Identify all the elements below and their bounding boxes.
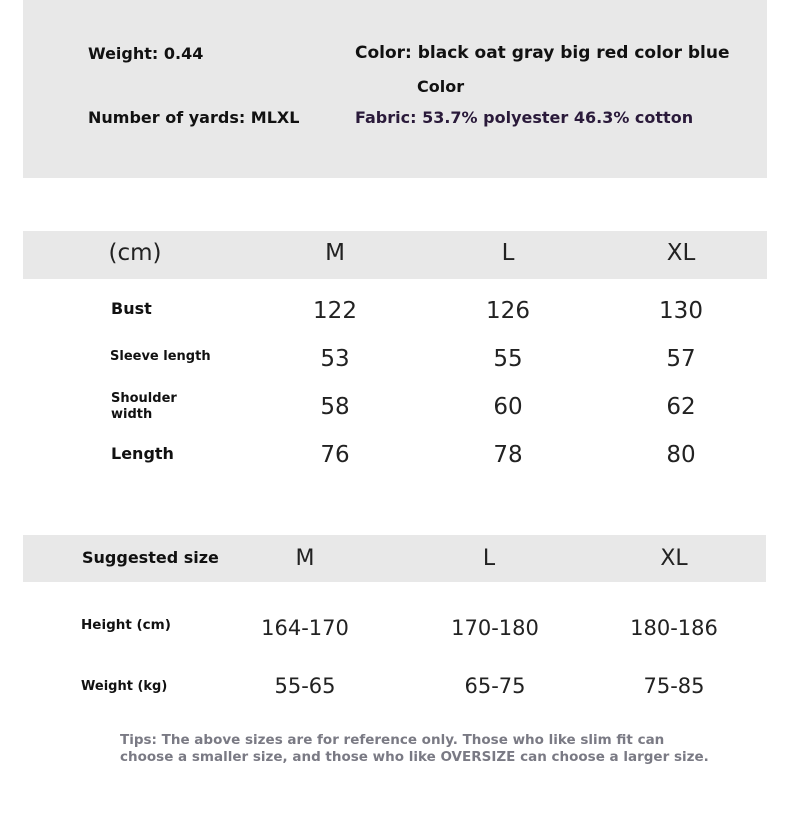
- height-l: 170-180: [451, 616, 539, 640]
- length-l: 78: [493, 442, 523, 468]
- size-chart-header-m: M: [325, 240, 345, 266]
- spec-color: Color: black oat gray big red color blue: [355, 43, 730, 63]
- size-tips: Tips: The above sizes are for reference only. Those who like slim fit can choose a smaller size, and those who like OVERSIZE can choose a larger size.: [120, 732, 709, 765]
- bust-l: 126: [486, 298, 530, 324]
- length-xl: 80: [666, 442, 696, 468]
- height-xl: 180-186: [630, 616, 718, 640]
- weight-l: 65-75: [464, 674, 526, 698]
- row-label-shoulder-width: width: [111, 407, 153, 422]
- size-chart-header-xl: XL: [666, 240, 696, 266]
- row-label-shoulder: Shoulder: [111, 391, 177, 406]
- spec-color-continued: Color: [417, 77, 465, 96]
- length-m: 76: [320, 442, 350, 468]
- sleeve-m: 53: [320, 346, 350, 372]
- sleeve-l: 55: [493, 346, 523, 372]
- shoulder-l: 60: [493, 394, 523, 420]
- product-specs-panel: [23, 0, 767, 178]
- shoulder-xl: 62: [666, 394, 696, 420]
- bust-m: 122: [313, 298, 357, 324]
- weight-m: 55-65: [274, 674, 336, 698]
- spec-fabric: Fabric: 53.7% polyester 46.3% cotton: [355, 108, 694, 127]
- row-label-sleeve-length: Sleeve length: [110, 349, 211, 364]
- suggested-header-xl: XL: [660, 546, 688, 571]
- shoulder-m: 58: [320, 394, 350, 420]
- size-chart-header-unit: (cm): [108, 240, 162, 266]
- sleeve-xl: 57: [666, 346, 696, 372]
- weight-xl: 75-85: [643, 674, 705, 698]
- suggested-header-l: L: [482, 546, 496, 571]
- suggested-size-title: Suggested size: [82, 548, 219, 567]
- size-chart-header-l: L: [501, 240, 515, 266]
- row-label-height: Height (cm): [81, 617, 171, 633]
- row-label-bust: Bust: [111, 299, 152, 318]
- row-label-weight: Weight (kg): [81, 679, 168, 694]
- spec-weight: Weight: 0.44: [88, 44, 204, 63]
- suggested-header-m: M: [295, 546, 315, 571]
- bust-xl: 130: [659, 298, 703, 324]
- row-label-length: Length: [111, 444, 174, 463]
- height-m: 164-170: [261, 616, 349, 640]
- spec-yards: Number of yards: MLXL: [88, 108, 300, 127]
